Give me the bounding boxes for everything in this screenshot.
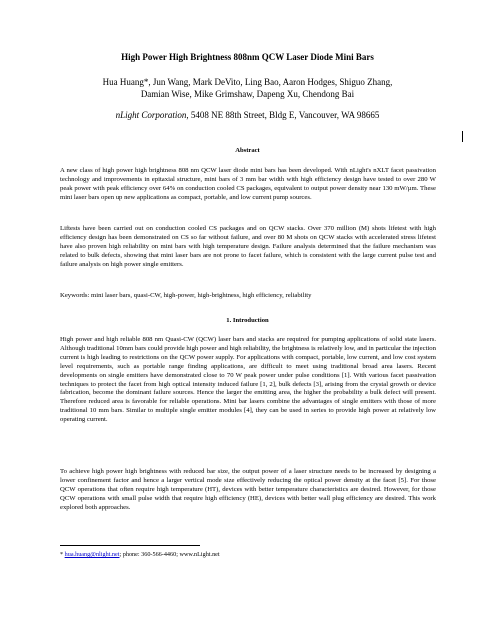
affiliation: [70, 109, 425, 121]
abstract-heading: Abstract: [235, 147, 260, 154]
intro-paragraph-1: High power and high reliable 808 nm Quasi-CW (QCW) laser bars and stacks are required for pumping applications of solid state lasers. Although traditional 10mm bars could provide high power and high reliability, the brightness is relatively low, and in particular the injection current is high leading to restrictions on the QCW power supply. For applications with compact, portable, low current, and low cost system level requirements, such as portable range finding applications, are difficult to meet using traditional broad area lasers. Recent developments on single emitters have demonstrated close to 70 W peak power under pulse conditions [1]. With various facet passivation techniques to protect the facet from high optical intensity induced failure [1, 2], bulk defects [3], arising from the crystal growth or device fabrication, become the dominant failure sources. Hence the larger the emitting area, the higher the probability a bulk defect will present. Therefore reduced area is favorable for reliable operations. Mini bar lasers combine the advantages of single emitters with those of more traditional 10 mm bars. Similar to multiple single emitter modules [4], they can be used in series to provide high power at relatively low operating current.: [60, 336, 436, 424]
author-line-1: Hua Huang*, Jun Wang, Mark DeVito, Ling Bao, Aaron Hodges, Shiguo Zhang,: [102, 77, 393, 87]
footnote-contact: ; phone: 360-566-4460; www.nLight.net: [119, 551, 220, 558]
author-list: [70, 76, 425, 100]
paper-title: High Power High Brightness 808nm QCW Laser Diode Mini Bars: [121, 52, 374, 62]
keywords: Keywords: mini laser bars, quasi-CW, high-power, high-brightness, high efficiency, reliability: [60, 292, 312, 299]
footnote: [60, 551, 220, 559]
author-email-link[interactable]: hua.huang@nlight.net: [64, 551, 120, 558]
abstract-paragraph-1: A new class of high power high brightness 808 nm QCW laser diode mini bars has been developed. With nLight's nXLT facet passivation technology and improvements in epitaxial structure, mini bars of 3 mm bar width with high efficiency design have tested to over 280 W peak power with peak efficiency over 64% on conduction cooled CS packages, equivalent to output power density near 130 mW/µm. These mini laser bars open up new applications as compact, portable, and low current pump sources.: [60, 167, 436, 201]
affiliation-org: nLight Corporation: [115, 110, 187, 120]
abstract-paragraph-2: Liftests have been carried out on conduction cooled CS packages and on QCW stacks. Over 370 million (M) shots lifetest with high efficiency design has been demonstrated on CS so far without failure, and over 80 M shots on QCW stacks with accelerated stress lifetest have also proven high reliability on mini bars with high temperature design. Failure analysis determined that the failure mechanism was related to bulk defects, showing that mini laser bars are not prone to facet failure, which is consistent with the large current pulse test and failure analysis on high power single emitters.: [60, 225, 436, 268]
author-line-2: Damian Wise, Mike Grimshaw, Dapeng Xu, Chendong Bai: [140, 89, 355, 99]
footnote-rule: [60, 545, 200, 546]
section-heading-introduction: 1. Introduction: [226, 317, 269, 324]
change-bar: [462, 131, 463, 142]
footnote-marker: *: [60, 551, 65, 558]
intro-paragraph-2: To achieve high power high brightness with reduced bar size, the output power of a laser structure needs to be increased by designing a lower confinement factor and hence a larger vertical mode size effectively reducing the optical power density at the facet [5]. For those QCW operations that often require high temperature (HT), devices with better temperature characteristics are desired. However, for those QCW operations with small pulse width that require high efficiency (HE), devices with better wall plug efficiency are desired. This work explored both approaches.: [60, 468, 436, 511]
affiliation-address: , 5408 NE 88th Street, Bldg E, Vancouver, WA 98665: [186, 110, 380, 120]
